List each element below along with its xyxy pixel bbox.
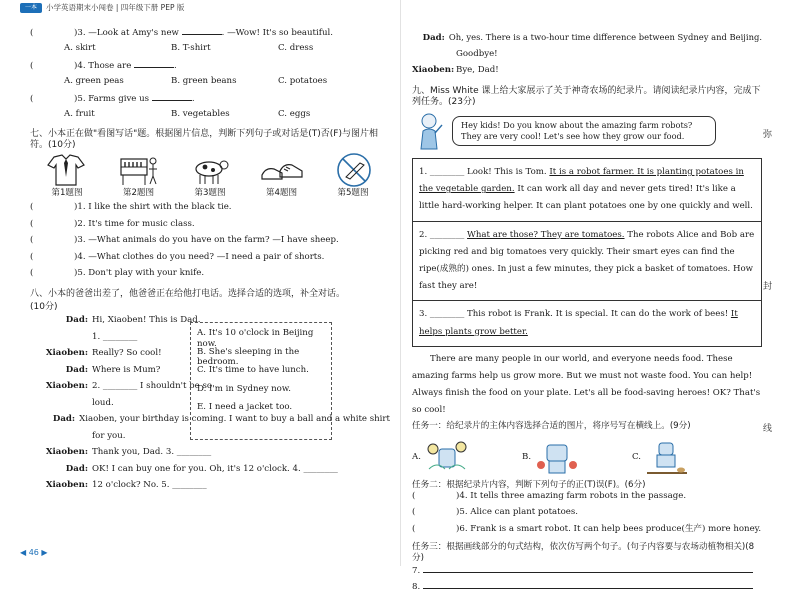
tf-item: ( )2. It's time for music class. — [30, 218, 195, 229]
cow-image — [182, 154, 238, 186]
section-8-title: 八、小本的爸爸出差了，他爸爸正在给他打电话。选择合适的选项，补全对话。 — [30, 288, 346, 299]
piano-image — [110, 154, 166, 186]
choice-a[interactable]: A. — [412, 439, 522, 475]
choice-b[interactable]: B. — [522, 439, 632, 475]
teacher-icon — [412, 111, 446, 151]
tomato-robot-icon — [535, 439, 579, 475]
section-8-score: (10分) — [30, 301, 58, 312]
tf-item: ( )5. Alice can plant potatoes. — [412, 507, 579, 518]
tf-item: ( )1. I like the shirt with the black tie. — [30, 202, 232, 213]
tf-item: ( )4. It tells three amazing farm robots in the passage. — [412, 490, 687, 501]
choice-pictures — [412, 436, 762, 478]
header-title: 小学英语期末小闯卷 | 四年级下册 PEP 版 — [46, 3, 185, 13]
page-number: ◀ 46 ▶ — [20, 548, 48, 557]
shoes-image — [254, 154, 310, 186]
task-1: 任务一：给纪录片的主体内容选择合适的图片，将序号写在横线上。(9分) — [412, 421, 691, 432]
writing-line: 7. — [412, 564, 762, 581]
phone-dialog: Dad: Hi, Xiaoben! This is Dad. 1. ________ Xiaoben: Really? So cool! Dad: Where is Mum? Xiaoben: 2. ________ I shouldn't be so loud. Dad: Xiaoben, your birthday is coming. I want to buy a ball and a white shirt for you. Xiaoben: Thank you, Dad. 3. ________ Dad: OK! I can buy one for you. Oh, it's 12 o'clock. 4. ________ Xiaoben: 12 o'clock? No. 5. ________ — [45, 315, 390, 491]
mc-item: ( )3. —Look at Amy's new . —Wow! It's so beautiful. A. skirt B. T-shirt C. dress — [30, 28, 333, 53]
tf-item: ( )4. —What clothes do you need? —I need a pair of shorts. — [30, 251, 325, 262]
seal-mark: 线 — [762, 424, 772, 434]
tf-item: ( )5. Don't play with your knife. — [30, 268, 205, 279]
option-item: E. I need a jacket too. — [197, 402, 293, 412]
seal-mark: 封 — [762, 282, 772, 292]
picture-labels: 第1题图 第2题图 第3题图 第4题图 第5题图 — [51, 187, 369, 198]
writing-line: 8. — [412, 580, 762, 597]
choice-c[interactable]: C. — [632, 439, 742, 475]
page-header — [0, 0, 400, 16]
section-9-title: 九、Miss White 课上给大家展示了关于神奇农场的纪录片。请阅读纪录片内容，完成下列任务。(23分) — [412, 85, 761, 107]
passage-box-2: 2. ________ What are those? They are tomatoes. The robots Alice and Bob are picking red and big tomatoes very quickly. Their smart eyes can find the ripe(成熟的) ones. In just a few minutes, they pick a basket of tomatoes. How fast they are! — [413, 222, 761, 302]
dialog-options-box — [190, 322, 332, 440]
tf-item: ( )6. Frank is a smart robot. It can help bees produce(生产) more honey. — [412, 523, 762, 534]
mc-item: ( )4. Those are . A. green peas B. green beans C. potatoes — [30, 61, 328, 86]
passage-box-1: 1. ________ Look! This is Tom. It is a robot farmer. It is planting potatoes in the vegetable garden. It can work all day and never gets tired! It's like a little hard-working helper. It can plant potatoes one by one quickly and well. — [413, 159, 761, 222]
answer-blank[interactable] — [152, 92, 192, 101]
brand-logo: 一本 — [20, 3, 42, 13]
page-fold — [400, 0, 401, 566]
option-item: C. It's time to have lunch. — [197, 365, 309, 375]
seal-mark: 弥 — [762, 130, 772, 140]
answer-blank[interactable] — [182, 26, 222, 35]
writing-blank[interactable] — [423, 564, 753, 573]
mc-item: ( )5. Farms give us . A. fruit B. vegetables C. eggs — [30, 94, 311, 119]
section-7-title: 七、小本正在做"看图写话"题。根据图片信息，判断下列句子或对话是(T)否(F)与图片相符。(10分) — [30, 129, 379, 151]
no-knife-image — [326, 154, 382, 186]
documentary-boxes — [412, 158, 762, 347]
right-column: Dad: Oh, yes. There is a two-hour time difference between Sydney and Beijing. Goodbye! Xiaoben: Bye, Dad! 九、Miss White 课上给大家展示了关于神奇农场的纪录片。请阅读纪录片内容，完成下列任务。(23分) Hey kids! Do you know about the amazing farm robots? They are very cool! Let's see how they grow our food. 1. ________ Look! This is Tom. It is a robot farmer. It is planting potatoes in the vegetable garden. It can work all day and never gets tired! It's like a little hard-working helper. It can plant potatoes one by one quickly and well. 2. ________ What are those? They are tomatoes. The robots Alice and Bob are picking red and big tomatoes very quickly. Their smart eyes can find the ripe(成熟的) ones. In just a few minutes, they pick a basket of tomatoes. How fast they are! 3. ________ This robot is Frank. It is special. It can do the work of bees! It helps plants grow better. There are many people in our world, and everyone needs food. These amazing farms help us grow more. But we must not waste food. You can help! Always finish the food on your plate. Let's all be food-saving heroes! OK? That's so cool! 任务一：给纪录片的主体内容选择合适的图片，将序号写在横线上。(9分) A. B. C. 任务二：根据纪录片内容，判断下列句子的正(T)误(F)。(6分) ( )4. It tells three amazing farm robots in the passage. ( )5. Alice can plant potatoes. ( )6. Frank is a smart robot. It can help bees produce(生产) more honey. 任务三：根据画线部分的句式结构，依次仿写两个句子。(句子内容要与农场动植物相关)(8分) 7. 8. — [412, 32, 762, 597]
shirt-tie-image — [38, 154, 94, 186]
potato-robot-icon — [645, 439, 689, 475]
conclusion-paragraph: There are many people in our world, and everyone needs food. These amazing farms help us grow more. But we must not waste food. You can help! Always finish the food on your plate. Let's all be food-saving heroes! OK? That's so cool! — [412, 353, 761, 416]
speech-bubble: Hey kids! Do you know about the amazing farm robots? They are very cool! Let's see how they grow our food. — [452, 116, 716, 145]
writing-blank[interactable] — [423, 580, 753, 589]
task-3: 任务三：根据画线部分的句式结构，依次仿写两个句子。(句子内容要与农场动植物相关)(8分) — [412, 542, 755, 564]
tf-item: ( )3. —What animals do you have on the farm? —I have sheep. — [30, 235, 339, 246]
task-2: 任务二：根据纪录片内容，判断下列句子的正(T)误(F)。(6分) — [412, 480, 646, 491]
teacher-bubble-row — [412, 110, 762, 152]
bee-robot-icon — [425, 439, 469, 475]
passage-box-3: 3. ________ This robot is Frank. It is special. It can do the work of bees! It helps plants grow better. — [419, 309, 738, 337]
answer-blank[interactable] — [134, 59, 174, 68]
option-item: B. She's sleeping in the bedroom. — [197, 346, 300, 368]
option-item: D. I'm in Sydney now. — [197, 383, 291, 394]
option-item: A. It's 10 o'clock in Beijing now. — [197, 328, 314, 349]
